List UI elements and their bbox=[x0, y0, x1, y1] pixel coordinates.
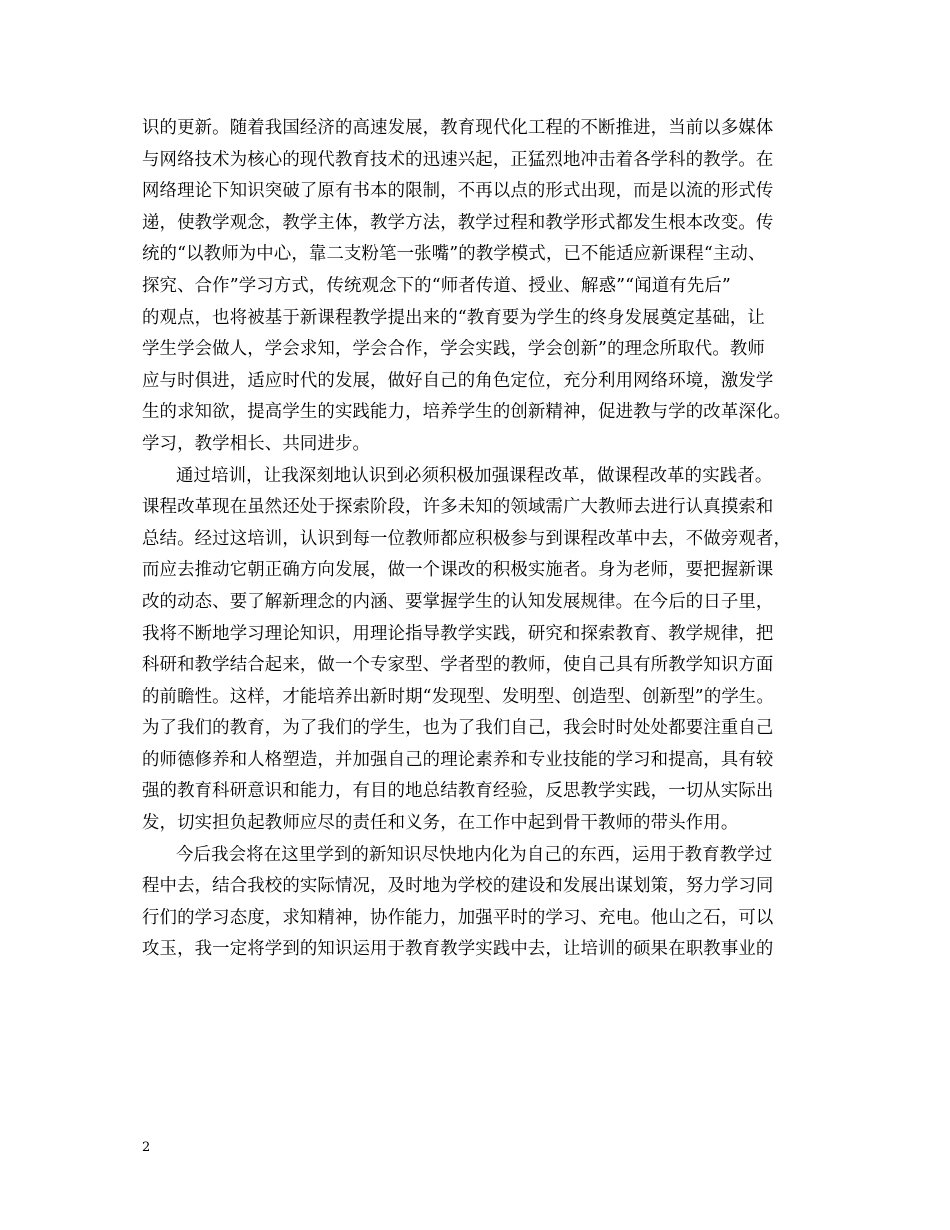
page-number: 2 bbox=[142, 1140, 151, 1155]
body-text bbox=[142, 113, 822, 966]
text-line: 强的教育科研意识和能力，有目的地总结教育经验，反思教学实践，一切从实际出 bbox=[142, 781, 774, 802]
text-line: 学习，教学相长、共同进步。 bbox=[142, 433, 371, 454]
text-line: 发，切实担负起教师应尽的责任和义务，在工作中起到骨干教师的带头作用。 bbox=[142, 813, 739, 834]
text-line: 学生学会做人，学会求知，学会合作，学会实践，学会创新”的理念所取代。教师 bbox=[142, 339, 765, 360]
text-line: 攻玉，我一定将学到的知识运用于教育教学实践中去，让培训的硕果在职教事业的 bbox=[142, 939, 774, 960]
text-line: 生的求知欲，提高学生的实践能力，培养学生的创新精神，促进教与学的改革深化。 bbox=[142, 402, 792, 423]
text-line: 递，使教学观念，教学主体，教学方法，教学过程和教学形式都发生根本改变。传 bbox=[142, 212, 774, 233]
text-line: 课程改革现在虽然还处于探索阶段，许多未知的领域需广大教师去进行认真摸索和 bbox=[142, 497, 774, 518]
text-line: 与网络技术为核心的现代教育技术的迅速兴起，正猛烈地冲击着各学科的教学。在 bbox=[142, 149, 774, 170]
text-line: 改的动态、要了解新理念的内涵、要掌握学生的认知发展规律。在今后的日子里， bbox=[142, 591, 774, 612]
text-line: 网络理论下知识突破了原有书本的限制，不再以点的形式出现，而是以流的形式传 bbox=[142, 181, 774, 202]
text-line: 通过培训，让我深刻地认识到必须积极加强课程改革，做课程改革的实践者。 bbox=[176, 465, 773, 486]
text-line: 程中去，结合我校的实际情况，及时地为学校的建设和发展出谋划策，努力学习同 bbox=[142, 876, 774, 897]
text-line: 的前瞻性。这样，才能培养出新时期“发现型、发明型、创造型、创新型”的学生。 bbox=[142, 686, 775, 707]
text-line: 应与时俱进，适应时代的发展，做好自己的角色定位，充分利用网络环境，激发学 bbox=[142, 370, 774, 391]
text-line: 为了我们的教育，为了我们的学生，也为了我们自己，我会时时处处都要注重自己 bbox=[142, 718, 774, 739]
text-line: 我将不断地学习理论知识，用理论指导教学实践，研究和探索教育、教学规律，把 bbox=[142, 623, 774, 644]
text-line: 统的“以教师为中心，靠二支粉笔一张嘴”的教学模式，已不能适应新课程“主动、 bbox=[142, 244, 766, 265]
text-line: 总结。经过这培训，认识到每一位教师都应积极参与到课程改革中去，不做旁观者， bbox=[142, 528, 792, 549]
text-line: 行们的学习态度，求知精神，协作能力，加强平时的学习、充电。他山之石，可以 bbox=[142, 907, 774, 928]
text-line: 识的更新。随着我国经济的高速发展，教育现代化工程的不断推进，当前以多媒体 bbox=[142, 118, 774, 138]
text-line: 而应去推动它朝正确方向发展，做一个课改的积极实施者。身为老师，要把握新课 bbox=[142, 560, 774, 581]
text-line: 探究、合作”学习方式，传统观念下的“师者传道、授业、解惑”“闻道有先后” bbox=[142, 275, 731, 296]
text-line: 的师德修养和人格塑造，并加强自己的理论素养和专业技能的学习和提高，具有较 bbox=[142, 749, 774, 770]
text-line: 今后我会将在这里学到的新知识尽快地内化为自己的东西，运用于教育教学过 bbox=[176, 844, 773, 865]
text-line: 科研和教学结合起来，做一个专家型、学者型的教师，使自己具有所教学知识方面 bbox=[142, 655, 774, 676]
text-line: 的观点，也将被基于新课程教学提出来的“教育要为学生的终身发展奠定基础，让 bbox=[142, 307, 765, 328]
